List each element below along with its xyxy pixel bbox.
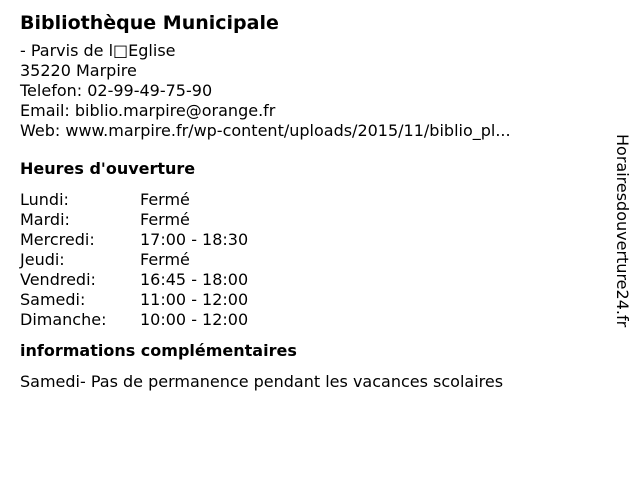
hours-day: Jeudi: [20,250,65,269]
hours-day: Dimanche: [20,310,107,329]
hours-row [20,210,600,230]
hours-row [20,270,600,290]
hours-day: Mardi: [20,210,70,229]
hours-day: Vendredi: [20,270,96,289]
info-heading: informations complémentaires [20,341,297,360]
hours-day: Mercredi: [20,230,95,249]
web-link[interactable]: Web: www.marpire.fr/wp-content/uploads/2015/11/biblio_pl... [20,121,511,140]
hours-time: 11:00 - 12:00 [140,290,249,309]
hours-row [20,190,600,210]
info-text: Samedi- Pas de permanence pendant les vacances scolaires [20,372,504,391]
hours-row [20,290,600,310]
hours-time: Fermé [140,190,190,209]
email-text: Email: biblio.marpire@orange.fr [20,101,276,120]
phone-text: Telefon: 02-99-49-75-90 [20,81,213,100]
content [20,10,600,392]
hours-day: Samedi: [20,290,86,309]
address-street: - Parvis de l□Eglise [20,41,176,60]
hours-row [20,230,600,250]
hours-row [20,310,600,330]
side-watermark-text: Horairesdouverture24.fr [613,134,632,328]
page-title: Bibliothèque Municipale [20,12,279,34]
address-block [20,41,600,141]
hours-day: Lundi: [20,190,69,209]
hours-time: 10:00 - 12:00 [140,310,249,329]
hours-row [20,250,600,270]
hours-time: Fermé [140,210,190,229]
hours-table [20,190,600,330]
address-city: 35220 Marpire [20,61,137,80]
hours-time: 17:00 - 18:30 [140,230,249,249]
hours-heading: Heures d'ouverture [20,159,196,178]
hours-time: Fermé [140,250,190,269]
hours-time: 16:45 - 18:00 [140,270,249,289]
